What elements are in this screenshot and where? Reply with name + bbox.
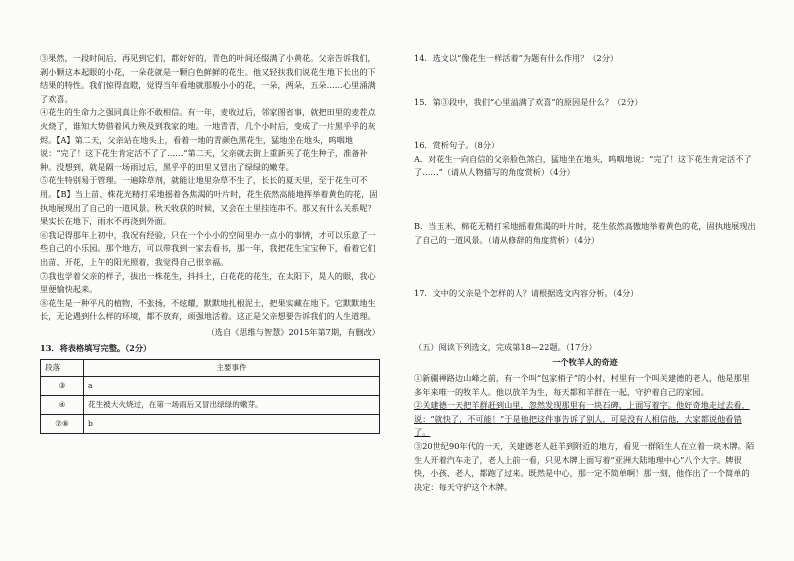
question-13: 13．将表格填写完整。（2分）: [40, 343, 152, 354]
answer-space-17[interactable]: [414, 301, 756, 341]
question-17: 17．文中的父亲是个怎样的人？请根据选文内容分析。（4分）: [414, 288, 639, 299]
paragraph-8: ⑧花生是一种平凡的植物，不张扬，不炫耀，默默地扎根泥土，把果实藏在地下。它默默地生长，无论遇到什么样的环境，都不放弃，顽强地活着。这正是父亲想要告诉我们的人生道理。: [40, 297, 376, 322]
source-note: （选自《思维与智慧》2015年第7期，有删改）: [206, 326, 380, 337]
question-14: 14．选文以“像花生一样活着”为题有什么作用？（2分）: [414, 53, 619, 63]
paragraph-5: ⑤花生特别易于管理。一遍除草剂，就能让地里杂草不生了，长长的夏天里，至于花生可不用。【B】当上苗、株花光精打采地摇着各焦渴的叶片时，花生依然高能地挥举着黄色的花，固执地展现出了自己的一道风景。秋天收获的时候，又会在土里挂连串不。那又有什么关系呢？果实长在地下，雨水不再浇到外面。: [40, 175, 378, 227]
row-paragraph: ③: [41, 376, 84, 395]
table-row: [41, 395, 380, 414]
paragraph-4: ④花生的生命力之强同真让你不敢相信。有一年，麦收过后，邻家图省事，就把田里的麦茬点火烧了，谁知大势借着风力殃及到我家的地。一地青青，几个小时后，变成了一片黑乎乎的灰烬。【A】第二天，父亲站在地头上，看着一地的青颜色黑花生，猛地坐在地头，呜咽地说：“完了！这下花生肯定活不了了……”第二天，父亲就去街上重新买了花生种子，准备补种。没想到，就是隔一场雨过后，黑乎乎的田里又冒出了绿绿的嫩芽。: [40, 107, 376, 172]
question-16: 16．赏析句子。（8分）: [414, 140, 500, 151]
answer-space-16b[interactable]: [414, 247, 756, 287]
answer-space-14[interactable]: [414, 66, 756, 96]
story-paragraph-3: ③20世纪90年代的一天，关建德老人赶羊到附近的地方，看见一群陌生人在立着一块木牌。陌生人开着汽车走了，老人上前一看，只见木牌上面写着“亚洲大陆地理中心”八个大字。牌很快，小孩、老人，都跑了过来。既然是中心，那一定不简单啊！那一刻，他作出了一个简单的决定：每天守护这个木牌。: [414, 440, 755, 492]
answer-space-15[interactable]: [414, 109, 756, 139]
answer-cell-a[interactable]: a: [84, 376, 380, 395]
paragraph-7: ⑦我也学着父亲的样子，拔出一株花生，抖抖土，白花花的花生，在太阳下，晃人的眼，我心里便愉快起来。: [40, 270, 376, 295]
answer-cell-b[interactable]: b: [84, 414, 380, 433]
story-paragraph-2: ②关建德一天把羊群赶到山里，忽然发现那里有一块石碑，上面写着字。他好奇地走过去看，说：“就快了，不可能！”于是他把这件事告诉了别人，可是没有人相信他，大家都说他看错了。: [414, 400, 750, 438]
header-event: 主要事件: [84, 360, 380, 377]
paragraph-6: ⑥我记得那年上初中，我况有经验，只在一个小小的空间里办一点小的事情，才可以乐意了一些自己的小乐园。那个地方，可以带我到一家去看书，那一年，我把花生宝宝种下，看着它们出苗、开花，上午的阳光照着，我觉得自己很幸福。: [40, 229, 376, 267]
header-paragraph: 段落: [41, 360, 84, 377]
right-column: [414, 52, 756, 494]
q13-table: [40, 359, 380, 434]
paragraph-3: ③果然，一段时间后，再见到它们，都好好的，青色的叶间还缀满了小黄花。父亲告诉我们，剥小颗这本起眼的小花，一朵花就是一颗白色鲜鲜的花生。他又轻扶我们说花生地下长出的下结果的特性。我们惊得直瞪，觉得当年看地就那般小小的花，一朵，两朵，五朵……心里涌满了欢喜。: [40, 53, 376, 104]
event-cell: 花生被大火烧过，在第一场雨后又冒出绿绿的嫩芽。: [84, 395, 380, 414]
row-paragraph: ④: [41, 395, 84, 414]
row-paragraph: ⑦⑧: [41, 414, 84, 433]
question-15: 15．第③段中，我们“心里溢满了欢喜”的原因是什么？（2分）: [414, 96, 643, 107]
table-header-row: [41, 360, 380, 377]
table-row: [41, 414, 380, 433]
question-16b: B．当玉米、棉花无精打采地摇着焦渴的叶片时，花生依然高傲地举着黄色的花，固执地展现出了自己的一道风景。（请从修辞的角度赏析）（4分）: [414, 220, 756, 245]
section-5-header: （五）阅读下列选文，完成第18—22题。（17分）: [414, 341, 597, 352]
story-title: 一个牧羊人的奇迹: [552, 357, 618, 368]
table-row: [41, 376, 380, 395]
left-column: [40, 52, 380, 434]
question-16a: A．对花生一向自信的父亲脸色煞白，猛地坐在地头，呜咽地说：“完了！这下花生肯定活不了了……”（请从人物描写的角度赏析）（4分）: [414, 153, 752, 178]
answer-space-16a[interactable]: [414, 180, 756, 220]
story-paragraph-1: ①新疆禅路边山峰之前，有一个叫“包家梢子”的小村，村里有一个叫关建德的老人，他是那里多年来唯一的牧羊人。他以放羊为生，每天都和羊群在一起，守护着自己的家园。: [414, 372, 750, 397]
